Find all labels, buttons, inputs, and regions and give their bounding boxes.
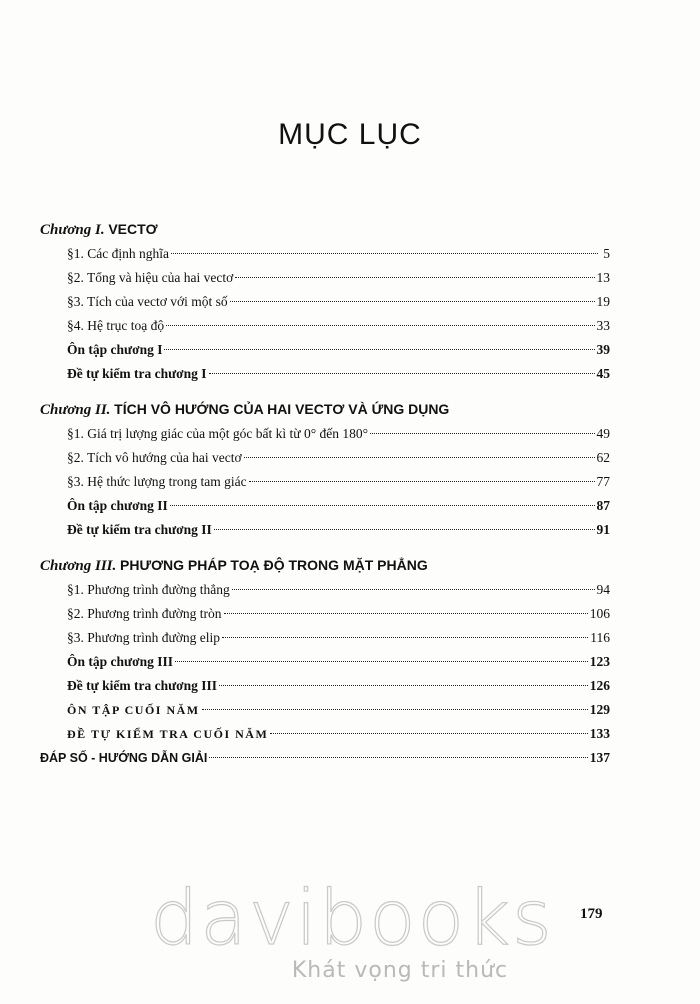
dot-leader xyxy=(249,481,595,482)
page-number: 179 xyxy=(580,906,603,922)
toc-entry xyxy=(40,242,610,266)
toc-entry xyxy=(40,518,610,542)
dot-leader xyxy=(244,457,595,458)
toc-entry xyxy=(40,266,610,290)
toc-entry xyxy=(40,626,610,650)
entry-label: §3. Tích của vectơ với một số xyxy=(67,294,228,309)
dot-leader xyxy=(222,637,588,638)
toc-entry xyxy=(40,674,610,698)
entry-page: 13 xyxy=(596,270,610,285)
entry-page: 133 xyxy=(589,726,610,741)
entry-page: 116 xyxy=(590,630,610,645)
entry-page: 87 xyxy=(596,498,610,513)
dot-leader xyxy=(224,613,588,614)
entry-page: 49 xyxy=(596,426,610,441)
entry-label: §2. Phương trình đường tròn xyxy=(67,606,222,621)
entry-label: §4. Hệ trục toạ độ xyxy=(67,318,165,333)
page-title: MỤC LỤC xyxy=(278,118,422,151)
dot-leader xyxy=(370,433,594,434)
toc-entry xyxy=(40,338,610,362)
chapter-prefix: Chương II. xyxy=(40,402,111,418)
dot-leader xyxy=(202,709,588,710)
entry-label: Ôn tập chương II xyxy=(67,498,168,513)
entry-label: ĐÁP SỐ - HƯỚNG DẪN GIẢI xyxy=(40,751,208,765)
toc-entry xyxy=(40,494,610,518)
table-of-contents xyxy=(40,216,610,770)
entry-page: 123 xyxy=(589,654,610,669)
entry-page: 19 xyxy=(596,294,610,309)
dot-leader xyxy=(230,301,595,302)
toc-entry xyxy=(40,362,610,386)
toc-entry xyxy=(40,290,610,314)
chapter-prefix: Chương III. xyxy=(40,558,117,574)
entry-page: 62 xyxy=(596,450,610,465)
entry-page: 5 xyxy=(603,246,610,261)
dot-leader xyxy=(171,253,598,254)
chapter-prefix: Chương I. xyxy=(40,222,105,238)
watermark-tagline: Khát vọng tri thức xyxy=(291,958,509,983)
entry-label: §1. Giá trị lượng giác của một góc bất kì từ 0° đến 180° xyxy=(67,426,369,441)
entry-page: 129 xyxy=(589,702,610,717)
entry-page: 94 xyxy=(596,582,610,597)
watermark-brand: davibooks xyxy=(150,873,554,962)
dot-leader xyxy=(209,757,587,758)
toc-entry xyxy=(40,446,610,470)
dot-leader xyxy=(175,661,588,662)
entry-page: 45 xyxy=(596,366,610,381)
entry-label: Đề tự kiểm tra chương III xyxy=(67,678,218,693)
entry-label: §1. Các định nghĩa xyxy=(67,246,169,261)
chapter-title: VECTƠ xyxy=(108,221,158,237)
toc-entry xyxy=(40,578,610,602)
dot-leader xyxy=(166,325,594,326)
chapter-title: TÍCH VÔ HƯỚNG CỦA HAI VECTƠ VÀ ỨNG DỤNG xyxy=(114,401,450,417)
dot-leader xyxy=(232,589,595,590)
chapter-heading xyxy=(40,396,610,422)
entry-label: Đề tự kiểm tra chương II xyxy=(67,522,212,537)
entry-page: 33 xyxy=(596,318,610,333)
entry-label: §3. Phương trình đường elip xyxy=(67,630,221,645)
toc-entry xyxy=(40,698,610,722)
toc-entry xyxy=(40,422,610,446)
toc-entry xyxy=(40,650,610,674)
entry-label: ÔN TẬP CUỐI NĂM xyxy=(67,703,200,717)
entry-label: §2. Tích vô hướng của hai vectơ xyxy=(67,450,242,465)
dot-leader xyxy=(214,529,595,530)
toc-entry xyxy=(40,602,610,626)
dot-leader xyxy=(209,373,595,374)
chapter-heading xyxy=(40,552,610,578)
chapter-title: PHƯƠNG PHÁP TOẠ ĐỘ TRONG MẶT PHẲNG xyxy=(120,557,428,573)
entry-label: Ôn tập chương I xyxy=(67,342,163,357)
entry-page: 106 xyxy=(589,606,610,621)
entry-page: 77 xyxy=(596,474,610,489)
entry-label: Đề tự kiểm tra chương I xyxy=(67,366,207,381)
dot-leader xyxy=(164,349,594,350)
dot-leader xyxy=(235,277,594,278)
dot-leader xyxy=(170,505,595,506)
toc-entry xyxy=(40,746,610,770)
entry-page: 126 xyxy=(589,678,610,693)
entry-label: §3. Hệ thức lượng trong tam giác xyxy=(67,474,247,489)
dot-leader xyxy=(270,733,587,734)
toc-entry xyxy=(40,314,610,338)
entry-page: 137 xyxy=(589,750,610,765)
entry-label: Ôn tập chương III xyxy=(67,654,173,669)
toc-entry xyxy=(40,722,610,746)
entry-page: 39 xyxy=(596,342,610,357)
entry-page: 91 xyxy=(596,522,610,537)
entry-label: §2. Tổng và hiệu của hai vectơ xyxy=(67,270,234,285)
chapter-heading xyxy=(40,216,610,242)
entry-label: ĐỀ TỰ KIỂM TRA CUỐI NĂM xyxy=(67,727,269,741)
toc-entry xyxy=(40,470,610,494)
entry-label: §1. Phương trình đường thẳng xyxy=(67,582,230,597)
dot-leader xyxy=(219,685,588,686)
